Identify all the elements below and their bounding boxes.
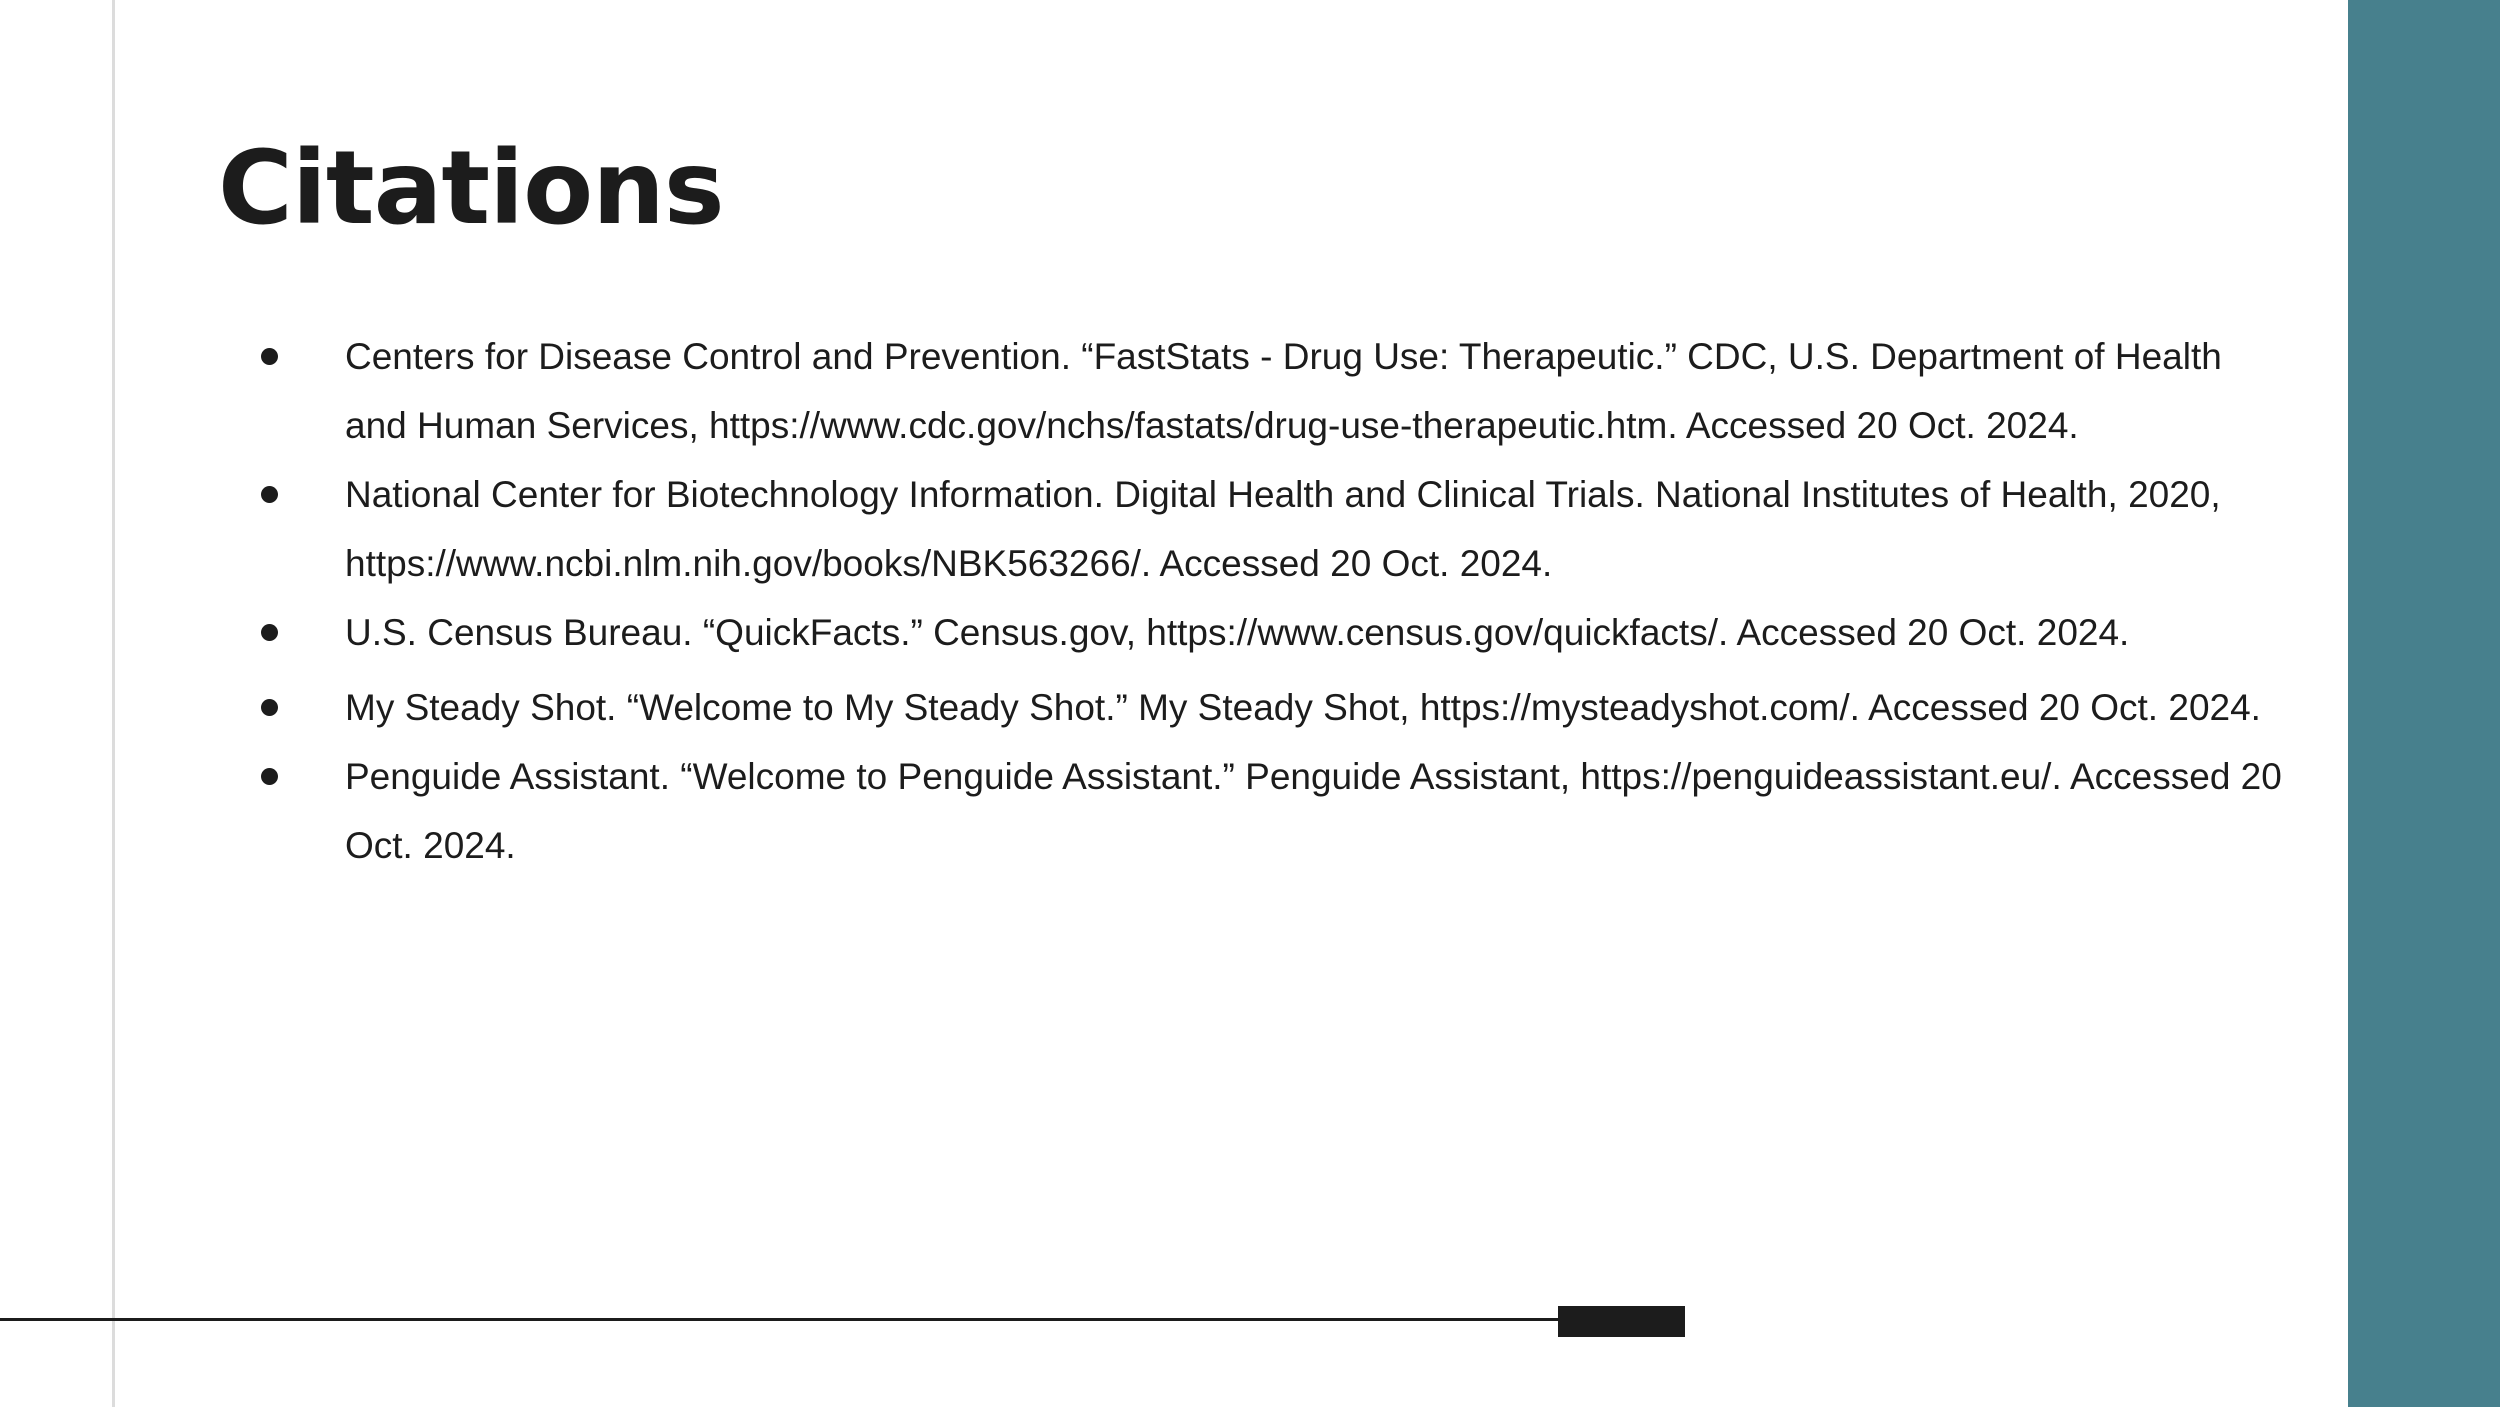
citation-item xyxy=(0,742,2290,880)
citation-text: My Steady Shot. “Welcome to My Steady Shot.” My Steady Shot, https://mysteadyshot.com/. Accessed 20 Oct. 2024. xyxy=(345,687,2261,728)
bullet-icon xyxy=(261,348,278,365)
citation-list xyxy=(0,322,2290,880)
citation-text: Centers for Disease Control and Prevention. “FastStats - Drug Use: Therapeutic.” CDC, U.S. Department of Health and Human Services, https://www.cdc.gov/nchs/fastats/drug-use-therapeutic.htm. Accessed 20 Oct. 2024. xyxy=(345,336,2222,446)
citation-item xyxy=(0,673,2290,742)
bullet-icon xyxy=(261,486,278,503)
citation-text: Penguide Assistant. “Welcome to Penguide Assistant.” Penguide Assistant, https://penguideassistant.eu/. Accessed 20 Oct. 2024. xyxy=(345,756,2282,866)
citation-item xyxy=(0,598,2290,667)
right-accent-band xyxy=(2348,0,2500,1407)
bottom-accent-block xyxy=(1558,1306,1685,1337)
bottom-horizontal-rule xyxy=(0,1318,1560,1321)
slide-title: Citations xyxy=(218,129,724,248)
citation-item xyxy=(0,322,2290,460)
citation-item xyxy=(0,460,2290,598)
bullet-icon xyxy=(261,624,278,641)
bullet-icon xyxy=(261,699,278,716)
citation-text: National Center for Biotechnology Information. Digital Health and Clinical Trials. National Institutes of Health, 2020, https://www.ncbi.nlm.nih.gov/books/NBK563266/. Accessed 20 Oct. 2024. xyxy=(345,474,2221,584)
bullet-icon xyxy=(261,768,278,785)
citation-text: U.S. Census Bureau. “QuickFacts.” Census.gov, https://www.census.gov/quickfacts/. Accessed 20 Oct. 2024. xyxy=(345,612,2130,653)
